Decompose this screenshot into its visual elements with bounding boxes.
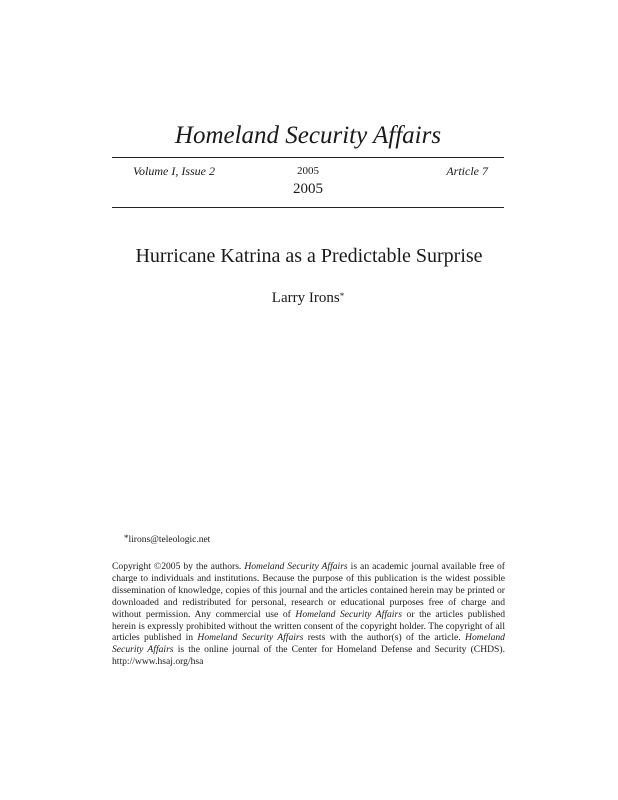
copyright-text: 2005 by the authors. bbox=[161, 561, 245, 572]
issue-meta-row bbox=[112, 163, 504, 179]
header-bottom-rule bbox=[112, 207, 504, 208]
journal-reference: Homeland Security Affairs bbox=[112, 632, 505, 656]
author-name: Larry Irons bbox=[271, 290, 340, 306]
footnote-email: lirons@teleologic.net bbox=[128, 535, 211, 545]
header-top-rule bbox=[112, 157, 504, 158]
author-footnote bbox=[124, 534, 210, 547]
article-number-label: Article 7 bbox=[446, 164, 488, 178]
copyright-text: Copyright bbox=[112, 561, 154, 572]
author-footnote-mark: * bbox=[339, 291, 345, 301]
journal-reference: Homeland Security Affairs bbox=[197, 632, 304, 644]
copyright-text: is the online journal of the Center for Homeland Defense and Security (CHDS). http://www.hsaj.org/hsa bbox=[112, 644, 505, 668]
year-label-large: 2005 bbox=[293, 181, 323, 197]
journal-reference: Homeland Security Affairs bbox=[244, 561, 348, 572]
author-line bbox=[112, 288, 504, 308]
footnote-mark: * bbox=[124, 533, 129, 543]
copyright-text: is an academic journal available free of charge to individuals and institutions. Because the purpose of this publication is the widest possible dissemination of knowledge, copies of this journal and the articles contained herein may be printed or downloaded and redistributed for personal, research or educational purposes free of charge and without permission. Any commercial use of bbox=[112, 561, 505, 620]
year-label-small: 2005 bbox=[297, 165, 319, 177]
paper-title: Hurricane Katrina as a Predictable Surprise bbox=[135, 245, 483, 267]
journal-reference: Homeland Security Affairs bbox=[295, 608, 402, 620]
copyright-notice bbox=[112, 561, 505, 668]
copyright-text: rests with the author(s) of the article. bbox=[303, 632, 466, 644]
journal-title: Homeland Security Affairs bbox=[174, 122, 442, 149]
volume-issue-label: Volume I, Issue 2 bbox=[133, 164, 215, 178]
copyright-text: or the articles published herein is expressly prohibited without the written consent of the copyright holder. The copyright of all articles published in bbox=[112, 608, 506, 644]
copyright-symbol: © bbox=[153, 561, 162, 572]
